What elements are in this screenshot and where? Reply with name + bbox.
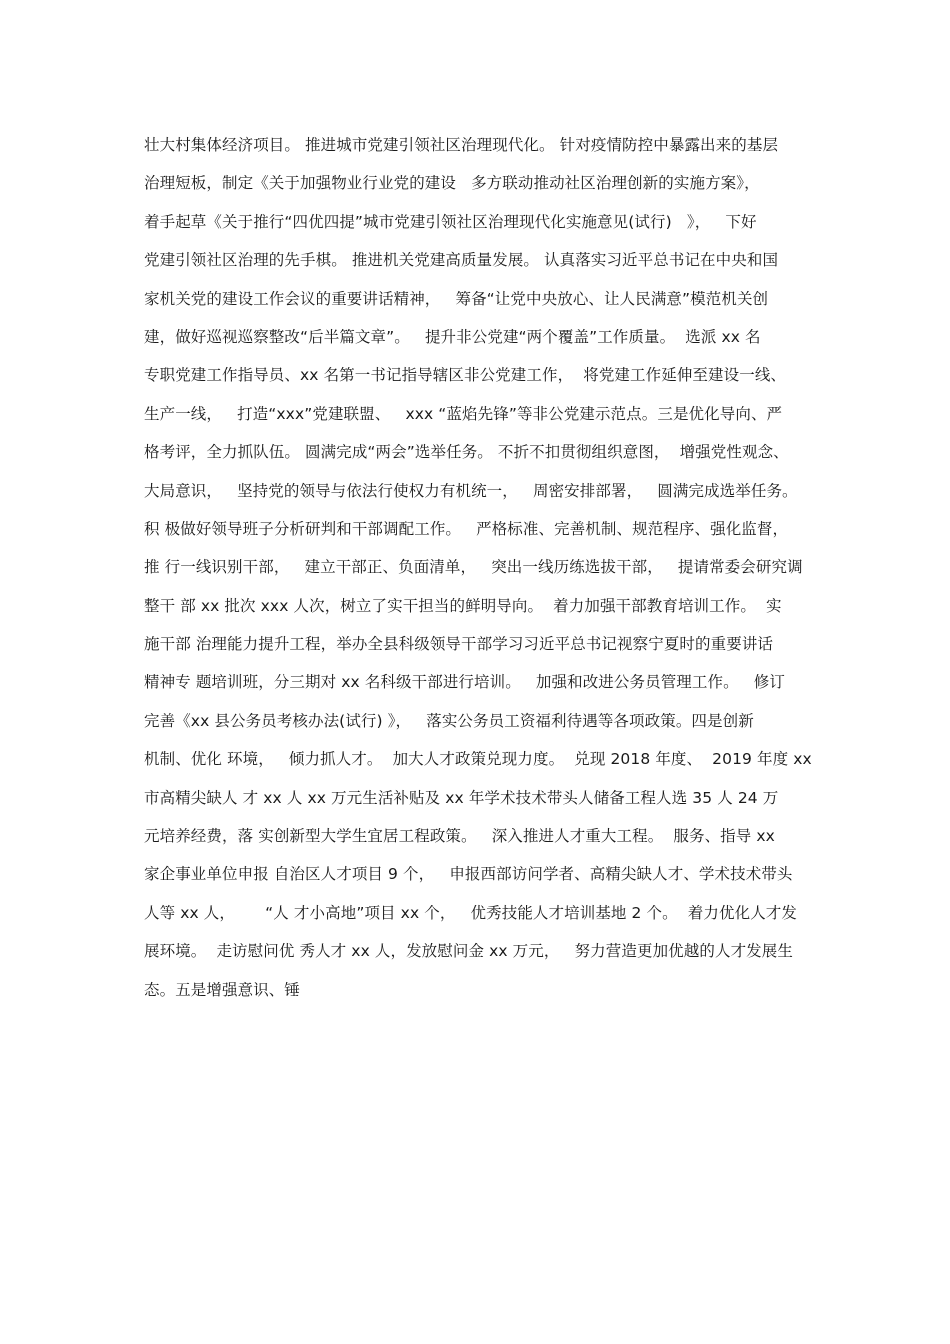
text-line-23: 态。五是增强意识、锤 [144,980,301,999]
text-line-2: 治理短板，制定《关于加强物业行业党的建设 多方联动推动社区治理创新的实施方案》， [144,174,760,193]
text-line-4: 党建引领社区治理的先手棋。 推进机关党建高质量发展。 认真落实习近平总书记在中央和国 [144,251,779,270]
text-line-14: 施干部 治理能力提升工程，举办全县科级领导干部学习习近平总书记视察宁夏时的重要讲话 [144,635,774,654]
text-line-22: 展环境。 走访慰问优 秀人才 xx 人，发放慰问金 xx 万元， 努力营造更加优越的人才发展生 [144,942,793,961]
text-line-12: 推 行一线识别干部， 建立干部正、负面清单， 突出一线历练选拔干部， 提请常委会研究调 [144,558,803,577]
text-line-21: 人等 xx 人， “人 才小高地”项目 xx 个， 优秀技能人才培训基地 2 个。 着力优化人才发 [144,903,798,922]
text-line-20: 家企事业单位申报 自治区人才项目 9 个， 申报西部访问学者、高精尖缺人才、学术技术带头 [144,865,793,884]
text-line-8: 生产一线， 打造“xxx”党建联盟、 xxx “蓝焰先锋”等非公党建示范点。三是优化导向、严 [144,404,783,423]
text-line-11: 积 极做好领导班子分析研判和干部调配工作。 严格标准、完善机制、规范程序、强化监督， [144,519,789,538]
text-line-10: 大局意识， 坚持党的领导与依法行使权力有机统一， 周密安排部署， 圆满完成选举任务。 [144,481,798,500]
text-line-13: 整干 部 xx 批次 xxx 人次，树立了实干担当的鲜明导向。 着力加强干部教育培训工作。 实 [144,596,782,615]
text-line-9: 格考评，全力抓队伍。 圆满完成“两会”选举任务。 不折不扣贯彻组织意图， 增强党性观念、 [144,443,789,462]
text-line-6: 建，做好巡视巡察整改“后半篇文章”。 提升非公党建“两个覆盖”工作质量。 选派 xx 名 [144,327,761,346]
body-text [144,126,824,1009]
text-line-3: 着手起草《关于推行“四优四提”城市党建引领社区治理现代化实施意见(试行) 》， 下好 [144,212,757,231]
text-line-1: 壮大村集体经济项目。 推进城市党建引领社区治理现代化。 针对疫情防控中暴露出来的基层 [144,136,779,154]
text-line-15: 精神专 题培训班，分三期对 xx 名科级干部进行培训。 加强和改进公务员管理工作。 修订 [144,673,785,692]
text-line-17: 机制、优化 环境， 倾力抓人才。 加大人才政策兑现力度。 兑现 2018 年度、 2019 年度 xx [144,750,812,769]
text-line-16: 完善《xx 县公务员考核办法(试行) 》， 落实公务员工资福利待遇等各项政策。四是创新 [144,711,754,730]
text-line-19: 元培养经费，落 实创新型大学生宜居工程政策。 深入推进人才重大工程。 服务、指导 xx [144,827,775,846]
text-line-5: 家机关党的建设工作会议的重要讲话精神， 筹备“让党中央放心、让人民满意”模范机关创 [144,289,769,308]
text-line-7: 专职党建工作指导员、xx 名第一书记指导辖区非公党建工作， 将党建工作延伸至建设一线、 [144,366,787,385]
text-line-18: 市高精尖缺人 才 xx 人 xx 万元生活补贴及 xx 年学术技术带头人储备工程人选 35 人 24 万 [144,788,779,807]
